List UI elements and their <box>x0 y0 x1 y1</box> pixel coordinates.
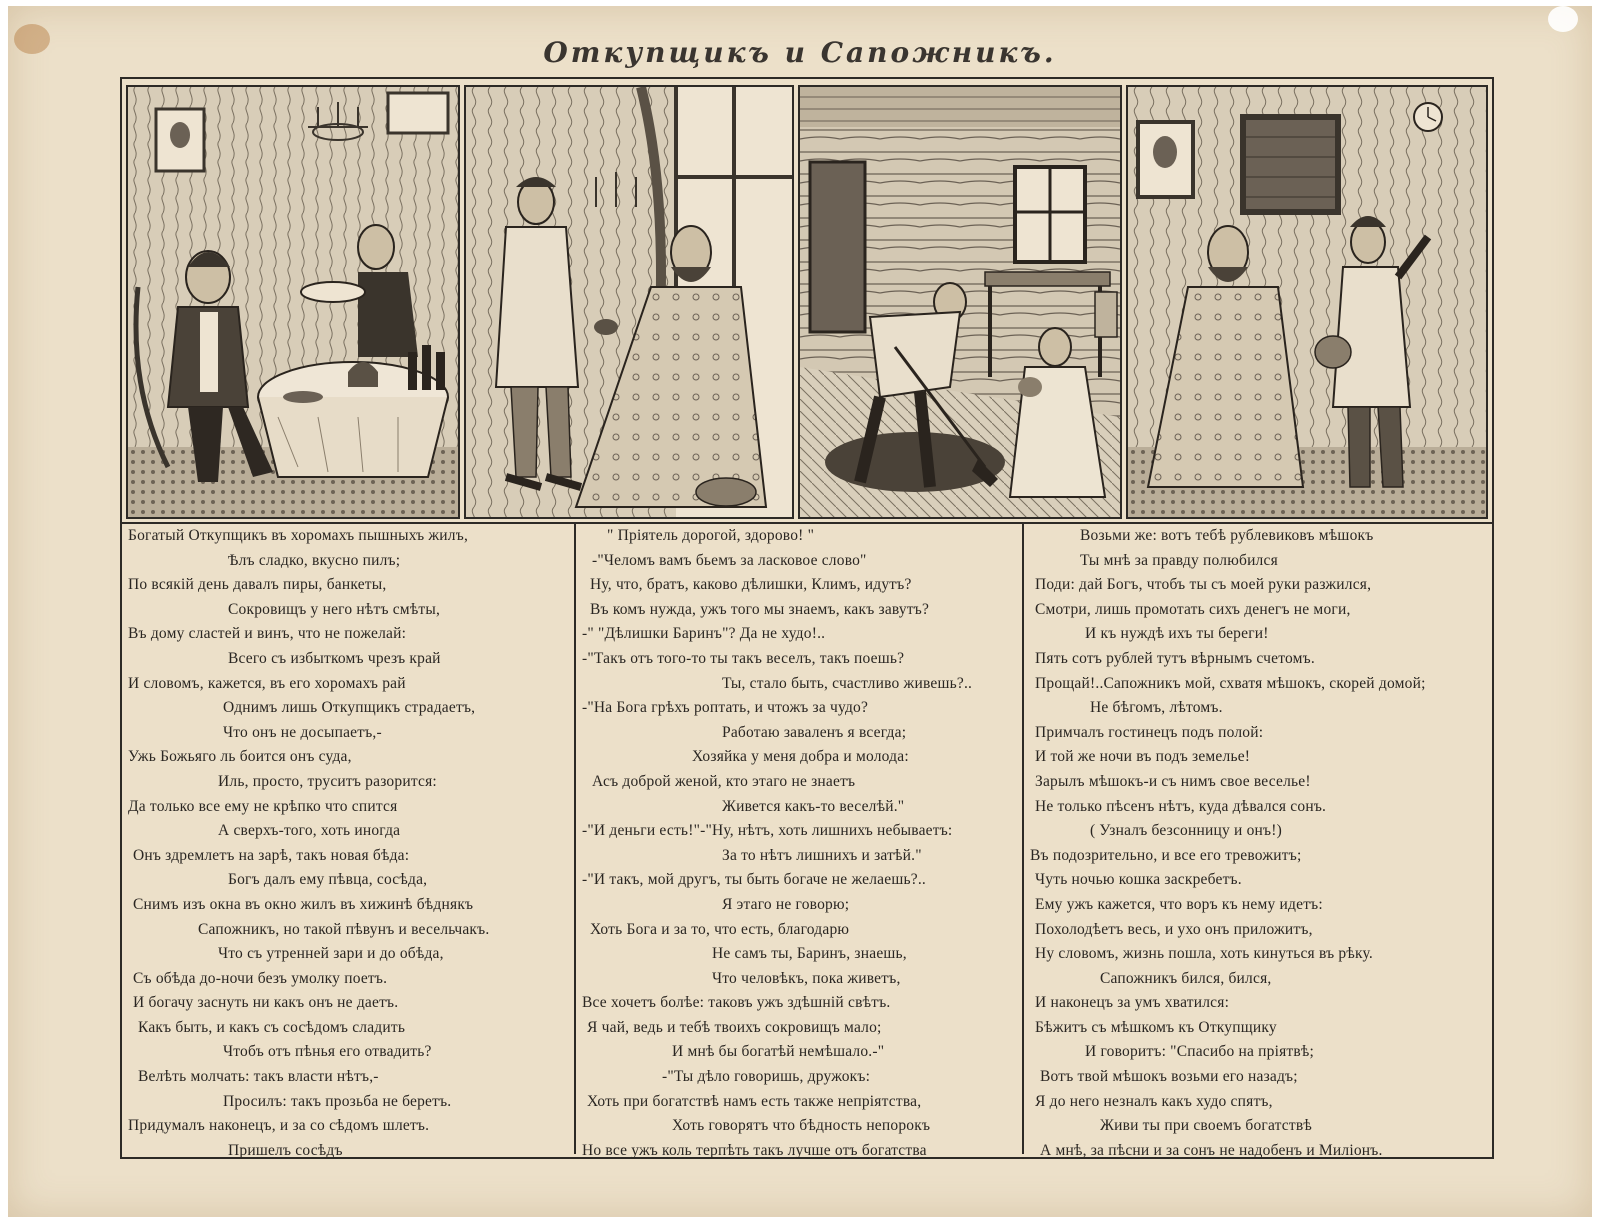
poem-column-1 <box>122 524 574 1159</box>
poem-line: Живется какъ-то веселѣй." <box>722 797 905 815</box>
poem-line: Асъ доброй женой, кто этаго не знаетъ <box>592 772 856 790</box>
digging-illustration <box>800 87 1120 517</box>
poem-line: Поди: дай Богъ, чтобъ ты съ моей руки разжился, <box>1035 576 1372 594</box>
page-title: Откупщикъ и Сапожникъ. <box>543 36 1057 69</box>
poem-line: Я до него незналъ какъ худо спятъ, <box>1035 1092 1273 1110</box>
poem-line: Хозяйка у меня добра и молода: <box>692 748 909 766</box>
poem-line: -"На Бога грѣхъ роптать, и чтожъ за чудо? <box>582 699 869 717</box>
poem-line: А мнѣ, за пѣсни и за сонъ не надобенъ и Милiонъ. <box>1040 1141 1383 1159</box>
poem-line: Я чай, ведь и тебѣ твоихъ сокровищъ мало; <box>587 1018 882 1036</box>
poem-line: Но все ужъ коль терпѣть такъ лучше отъ богатства <box>582 1141 927 1159</box>
poem-line: -"И такъ, мой другъ, ты быть богаче не желаешь?.. <box>582 871 926 889</box>
poem-line: И говоритъ: "Спасибо на прiятвѣ; <box>1085 1043 1315 1061</box>
poem-line: Придумалъ наконецъ, и за со сѣдомъ шлетъ. <box>128 1117 430 1135</box>
poem-line: И наконецъ за умъ хватился: <box>1035 994 1230 1012</box>
poem-line: Хоть говорятъ что бѣдность непорокъ <box>672 1117 931 1135</box>
poem-line: И той же ночи въ подъ земелье! <box>1035 748 1251 766</box>
poem-line: Пять сотъ рублей тутъ вѣрнымъ счетомъ. <box>1035 649 1315 667</box>
poem-line: Ужь Божьяго ль боится онъ суда, <box>128 748 352 766</box>
poem-line: Похолодѣетъ весь, и ухо онъ приложитъ, <box>1035 920 1313 938</box>
poem-line: За то нѣтъ лишнихъ и затѣй." <box>722 846 922 864</box>
poem-line: ( Узналъ безсонницу и онъ!) <box>1090 822 1282 840</box>
poem-line: Что съ утренней зари и до обѣда, <box>218 945 444 963</box>
poem-line: -"И деньги есть!"-"Ну, нѣтъ, хоть лишнихъ небываетъ: <box>582 822 953 840</box>
poem-line: Въ комъ нужда, ужъ того мы знаемъ, какъ завутъ? <box>590 600 930 618</box>
content-frame <box>120 77 1494 1159</box>
poem-line: Что человѣкъ, пока живетъ, <box>712 969 901 987</box>
poem-line: Ну, что, братъ, каково дѣлишки, Климъ, идутъ? <box>590 576 912 594</box>
poem-line: Ѣлъ сладко, вкусно пилъ; <box>228 551 401 569</box>
poem-line: Иль, просто, труситъ разорится: <box>218 772 437 790</box>
poem-line: Снимъ изъ окна въ окно жилъ въ хижинѣ бѣднякъ <box>133 895 474 913</box>
poem-line: Чтобъ отъ пѣнья его отвадить? <box>223 1043 432 1061</box>
print-sheet <box>8 6 1592 1217</box>
poem-line: Сапожникъ бился, бился, <box>1100 969 1272 987</box>
poem-line: -"Челомъ вамъ бьемъ за ласковое слово" <box>592 551 867 569</box>
poem-line: Хоть при богатствѣ намъ есть также непрiятства, <box>587 1092 922 1110</box>
panel-return-scene <box>1126 85 1488 519</box>
poem-line: Зарылъ мѣшокъ-и съ нимъ свое веселье! <box>1035 772 1311 790</box>
poem-line: Богъ далъ ему пѣвца, сосѣда, <box>228 871 428 889</box>
poem-line: Я этаго не говорю; <box>722 895 850 913</box>
poem-line: Что онъ не досыпаетъ,- <box>223 723 382 741</box>
poem-line: Велѣть молчать: такъ власти нѣтъ,- <box>138 1068 379 1086</box>
poem-line: Живи ты при своемъ богатствѣ <box>1100 1117 1312 1135</box>
illustration-strip <box>122 79 1492 524</box>
poem-line: Сокровищъ у него нѣтъ смѣты, <box>228 600 441 618</box>
poem-line: Богатый Откупщикъ въ хоромахъ пышныхъ жилъ, <box>128 527 469 544</box>
poem-line: Какъ быть, и какъ съ сосѣдомъ сладить <box>138 1018 406 1036</box>
poem-column-2 <box>574 524 1024 1159</box>
poem-line: Съ обѣда до-ночи безъ умолку поетъ. <box>133 969 388 987</box>
poem-line: Не самъ ты, Баринъ, знаешь, <box>712 945 907 963</box>
poem-line: Все хочетъ болѣе: таковъ ужъ здѣшнiй свѣтъ. <box>582 994 891 1012</box>
poem-line: -" "Дѣлишки Баринъ"? Да не худо!.. <box>582 625 826 643</box>
poem-line: Бѣжитъ съ мѣшкомъ къ Откупщику <box>1035 1018 1277 1036</box>
poem-line: Просилъ: такъ прозьба не беретъ. <box>223 1092 452 1110</box>
poem-line: Не только пѣсенъ нѣтъ, куда дѣвался сонъ. <box>1035 797 1327 815</box>
panel-feast-scene <box>126 85 460 519</box>
poem-line: Въ подозрительно, и все его тревожитъ; <box>1030 846 1302 864</box>
poem-line: Прощай!..Сапожникъ мой, схватя мѣшокъ, скорей домой; <box>1035 674 1426 692</box>
poem-line: Ты, стало быть, счастливо живешь?.. <box>722 674 973 692</box>
poem-line: Онъ здремлетъ на зарѣ, такъ новая бѣда: <box>133 846 410 864</box>
poem-line: Примчалъ гостинецъ подъ полой: <box>1035 723 1264 741</box>
poem-line: И къ нуждѣ ихъ ты береги! <box>1085 625 1269 643</box>
poem-line: Сапожникъ, но такой пѣвунъ и весельчакъ. <box>198 920 490 938</box>
panel-greeting-scene <box>464 85 794 519</box>
panel-digging-scene <box>798 85 1122 519</box>
poem-line: И словомъ, кажется, въ его хоромахъ рай <box>128 674 406 692</box>
poem-line: Вотъ твой мѣшокъ возьми его назадъ; <box>1040 1068 1298 1086</box>
poem-line: И мнѣ бы богатѣй немѣшало.-" <box>672 1043 885 1061</box>
poem-line: По всякiй день давалъ пиры, банкеты, <box>128 576 387 594</box>
poem-line: Ему ужъ кажется, что воръ къ нему идетъ: <box>1035 895 1323 913</box>
poem-line: -"Ты дѣло говоришь, дружокъ: <box>662 1068 871 1086</box>
poem-line: Пришелъ сосѣдъ <box>228 1141 343 1159</box>
greeting-illustration <box>466 87 792 517</box>
poem-line: " Прiятель дорогой, здорово! " <box>607 527 815 544</box>
paper-corner <box>1548 6 1578 32</box>
poem-line: -"Такъ отъ того-то ты такъ веселъ, такъ поешь? <box>582 649 905 667</box>
poem-line: А сверхъ-того, хоть иногда <box>218 822 401 840</box>
poem-line: Не бѣгомъ, лѣтомъ. <box>1090 699 1223 717</box>
poem-line: Работаю заваленъ я всегда; <box>722 723 907 741</box>
poem-line: Смотри, лишь промотать сихъ денегъ не моги, <box>1035 600 1351 618</box>
poem-text-area <box>122 524 1492 1159</box>
poem-line: И богачу заснуть ни какъ онъ не даетъ. <box>133 994 399 1012</box>
poem-line: Всего съ избыткомъ чрезъ край <box>228 649 441 667</box>
poem-line: Чуть ночью кошка заскребетъ. <box>1035 871 1242 889</box>
poem-line: Возьми же: вотъ тебѣ рублевиковъ мѣшокъ <box>1080 527 1374 544</box>
poem-line: Ну словомъ, жизнь пошла, хоть кинуться въ рѣку. <box>1035 945 1373 963</box>
poem-line: Въ дому сластей и винъ, что не пожелай: <box>128 625 407 643</box>
return-illustration <box>1128 87 1486 517</box>
poem-line: Ты мнѣ за правду полюбился <box>1080 551 1278 569</box>
poem-line: Однимъ лишь Откупщикъ страдаетъ, <box>223 699 476 717</box>
poem-line: Да только все ему не крѣпко что спится <box>128 797 398 815</box>
poem-column-3 <box>1022 524 1494 1159</box>
poem-line: Хоть Бога и за то, что есть, благодарю <box>590 920 850 938</box>
feast-illustration <box>128 87 458 517</box>
